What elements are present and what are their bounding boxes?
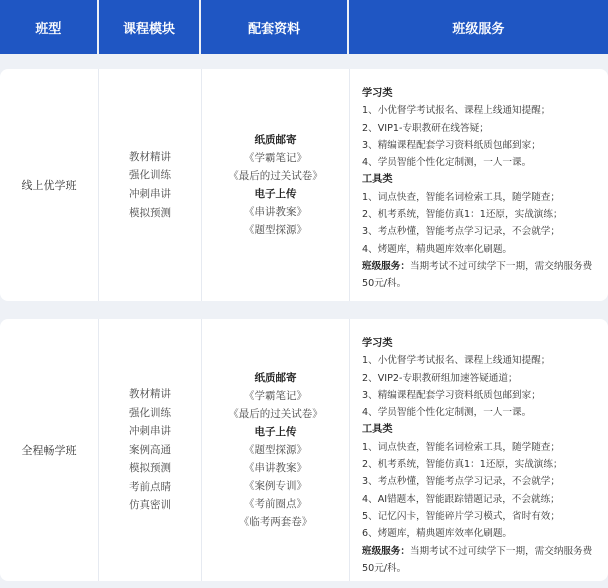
service-item: 3、考点秒懂，智能考点学习记录，不会就学； bbox=[362, 476, 560, 488]
class-service-text: 当期考试不过可续学下一期，需交纳服务费50元/科。 bbox=[362, 545, 593, 574]
module-item: 强化训练 bbox=[129, 406, 171, 419]
tool-category-title: 工具类 bbox=[362, 424, 393, 436]
module-item: 强化训练 bbox=[129, 169, 171, 182]
header-class-type: 班型 bbox=[0, 0, 97, 54]
module-item: 冲刺串讲 bbox=[129, 425, 171, 438]
material-item: 《案例专训》 bbox=[244, 480, 307, 492]
module-item: 教材精讲 bbox=[129, 387, 171, 400]
service-item: 4、AI错题本，智能跟踪错题记录，不会就练； bbox=[362, 493, 560, 505]
electronic-materials-title: 电子上传 bbox=[254, 426, 297, 438]
header-class-services: 班级服务 bbox=[349, 0, 608, 54]
service-item: 1、小优督学考试报名、课程上线通知提醒； bbox=[362, 105, 551, 117]
services-cell bbox=[350, 319, 608, 581]
class-name: 线上优学班 bbox=[0, 69, 99, 301]
service-item: 4、学员智能个性化定制测，一人一课。 bbox=[362, 157, 532, 169]
table-row bbox=[0, 69, 608, 301]
class-service-label: 班级服务： bbox=[362, 260, 410, 272]
table-header bbox=[0, 0, 608, 54]
course-modules-cell bbox=[99, 319, 202, 581]
table-row bbox=[0, 319, 608, 581]
service-item: 2、VIP2-专职教研组加速答疑通道； bbox=[362, 372, 518, 384]
service-item: 2、机考系统，智能仿真1：1还原，实战演练； bbox=[362, 209, 563, 221]
class-service-label: 班级服务： bbox=[362, 545, 410, 557]
class-name: 全程畅学班 bbox=[0, 319, 99, 581]
electronic-materials-title: 电子上传 bbox=[254, 188, 297, 200]
service-item: 1、词点快查，智能名词检索工具，随学随查； bbox=[362, 441, 560, 453]
paper-materials-title: 纸质邮寄 bbox=[254, 134, 297, 146]
material-item: 《学霸笔记》 bbox=[244, 390, 307, 402]
study-category-title: 学习类 bbox=[362, 338, 393, 349]
service-item: 1、词点快查，智能名词检索工具，随学随查； bbox=[362, 191, 560, 203]
module-item: 案例高通 bbox=[129, 443, 171, 456]
services-list bbox=[362, 335, 604, 577]
service-item: 5、记忆闪卡，智能碎片学习模式，省时有效； bbox=[362, 510, 560, 522]
class-service-note bbox=[362, 543, 604, 578]
service-item: 1、小优督学考试报名、课程上线通知提醒； bbox=[362, 355, 551, 367]
material-item: 《题型探源》 bbox=[244, 444, 307, 456]
class-service-text: 当期考试不过可续学下一期，需交纳服务费50元/科。 bbox=[362, 260, 593, 290]
material-item: 《学霸笔记》 bbox=[244, 152, 307, 164]
service-item: 4、学员智能个性化定制测，一人一课。 bbox=[362, 407, 532, 419]
materials-cell bbox=[202, 69, 350, 301]
header-course-modules: 课程模块 bbox=[99, 0, 200, 54]
course-modules-cell bbox=[99, 69, 202, 301]
material-item: 《题型探源》 bbox=[244, 224, 307, 236]
service-item: 3、精编课程配套学习资料纸质包邮到家； bbox=[362, 139, 541, 151]
material-item: 《最后的过关试卷》 bbox=[228, 170, 323, 182]
materials-cell bbox=[202, 319, 350, 581]
module-item: 考前点睛 bbox=[129, 480, 171, 493]
module-item: 教材精讲 bbox=[129, 150, 171, 163]
services-cell bbox=[350, 69, 608, 301]
module-list bbox=[129, 148, 171, 222]
class-service-note bbox=[362, 258, 604, 293]
material-item: 《串讲教案》 bbox=[244, 206, 307, 218]
material-item: 《串讲教案》 bbox=[244, 462, 307, 474]
materials-list bbox=[228, 369, 323, 531]
module-item: 模拟预测 bbox=[129, 206, 171, 219]
paper-materials-title: 纸质邮寄 bbox=[254, 372, 297, 384]
material-item: 《考前圈点》 bbox=[244, 498, 307, 510]
header-materials: 配套资料 bbox=[201, 0, 347, 54]
material-item: 《最后的过关试卷》 bbox=[228, 408, 323, 420]
materials-list bbox=[228, 131, 323, 239]
service-item: 4、烤题库，精典题库效率化刷题。 bbox=[362, 243, 513, 255]
module-item: 仿真密训 bbox=[129, 499, 171, 512]
service-item: 3、考点秒懂，智能考点学习记录，不会就学； bbox=[362, 226, 560, 238]
material-item: 《临考两套卷》 bbox=[238, 516, 313, 528]
service-item: 3、精编课程配套学习资料纸质包邮到家； bbox=[362, 389, 541, 401]
module-item: 冲刺串讲 bbox=[129, 188, 171, 200]
study-category-title: 学习类 bbox=[362, 88, 393, 99]
module-list bbox=[129, 385, 171, 515]
tool-category-title: 工具类 bbox=[362, 174, 393, 186]
services-list bbox=[362, 85, 604, 293]
service-item: 2、VIP1-专职教研在线答疑； bbox=[362, 122, 489, 134]
module-item: 模拟预测 bbox=[129, 462, 171, 475]
service-item: 6、烤题库，精典题库效率化刷题。 bbox=[362, 528, 513, 540]
service-item: 2、机考系统，智能仿真1：1还原，实战演练； bbox=[362, 459, 563, 471]
